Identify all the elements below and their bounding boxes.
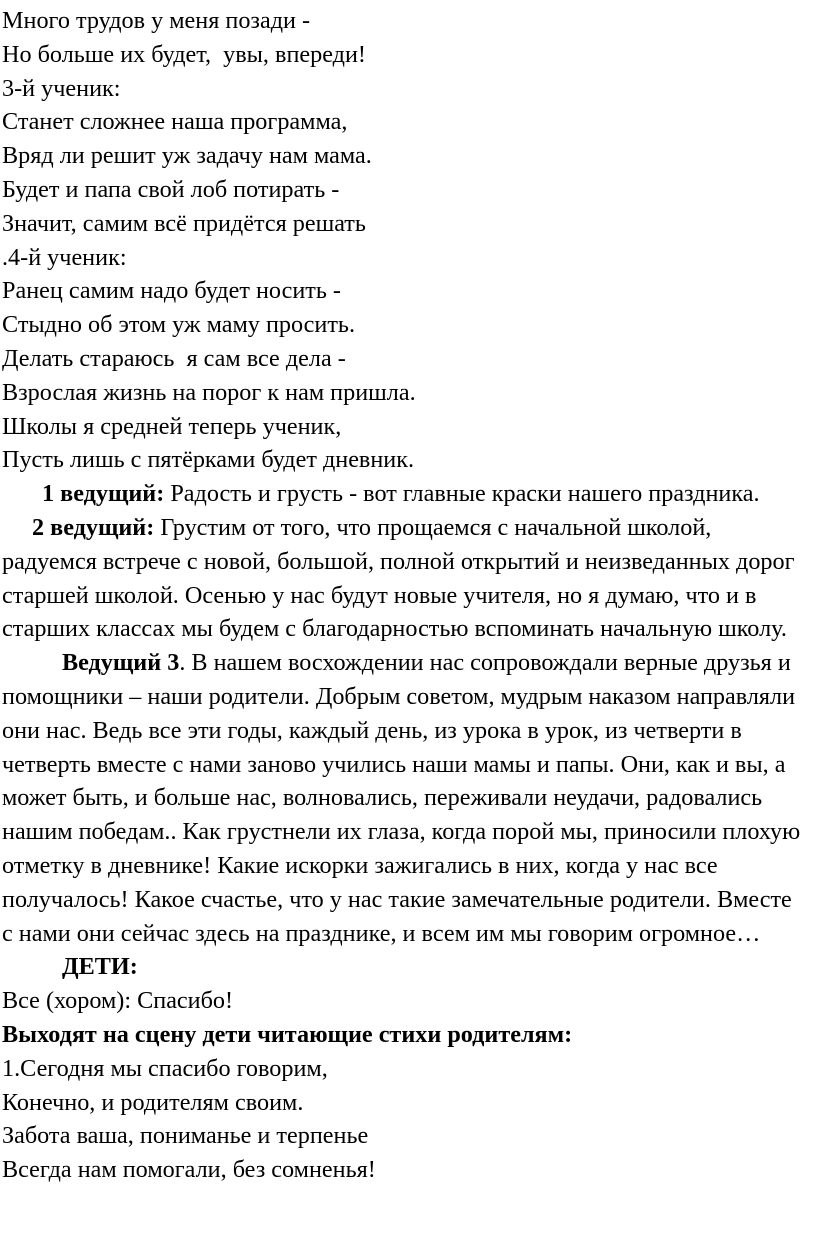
- poem-line: Значит, самим всё придётся решать: [2, 209, 366, 237]
- poem-line: Конечно, и родителям своим.: [2, 1088, 304, 1116]
- poem-line: Ранец самим надо будет носить -: [2, 277, 341, 305]
- poem-line: Вряд ли решит уж задачу нам мама.: [2, 142, 372, 170]
- host1-paragraph: [2, 477, 806, 511]
- host1-text: Радость и грусть - вот главные краски нашего праздника.: [164, 480, 760, 508]
- children-heading: ДЕТИ:: [62, 953, 138, 981]
- host2-label: 2 ведущий:: [32, 513, 155, 541]
- poem-line: Станет сложнее наша программа,: [2, 108, 348, 136]
- poem-top: [2, 4, 806, 477]
- chorus-line: Все (хором): Спасибо!: [2, 987, 234, 1015]
- poem-line: Делать стараюсь я сам все дела -: [2, 344, 346, 372]
- poem-line: Взрослая жизнь на порог к нам пришла.: [2, 378, 416, 406]
- poem-line: Всегда нам помогали, без сомненья!: [2, 1156, 376, 1184]
- host2-paragraph: [2, 511, 806, 646]
- poem-line: Будет и папа свой лоб потирать -: [2, 175, 340, 203]
- stage-direction: Выходят на сцену дети читающие стихи родителям:: [2, 1020, 573, 1048]
- host3-text: . В нашем восхождении нас сопровождали верные друзья и помощники – наши родители. Добрым советом, мудрым наказом направляли они нас. Ведь все эти годы, каждый день, из урока в урок, из четверти в четверть вместе с нами заново учились наши мамы и папы. Они, как и вы, а может быть, и больше нас, волновались, переживали неудачи, радовались нашим победам.. Как грустнели их глаза, когда порой мы, приносили плохую отметку в дневнике! Какие искорки зажигались в них, когда у нас все получалось! Какое счастье, что у нас такие замечательные родители. Вместе с нами они сейчас здесь на празднике, и всем им мы говорим огромное…: [2, 649, 801, 947]
- host2-text: Грустим от того, что прощаемся с начальной школой, радуемся встрече с новой, большой, полной открытий и неизведанных дорог старшей школой. Осенью у нас будут новые учителя, но я думаю, что и в старших классах мы будем с благодарностью вспоминать начальную школу.: [2, 513, 795, 643]
- speaker-label: 3-й ученик:: [2, 74, 121, 102]
- poem-line: Но больше их будет, увы, впереди!: [2, 40, 366, 68]
- poem-bottom: [2, 1052, 806, 1187]
- poem-line: Школы я средней теперь ученик,: [2, 412, 342, 440]
- poem-line: Пусть лишь с пятёрками будет дневник.: [2, 446, 415, 474]
- poem-line: 1.Сегодня мы спасибо говорим,: [2, 1054, 328, 1082]
- poem-line: Забота ваша, пониманье и терпенье: [2, 1122, 369, 1150]
- poem-line: Много трудов у меня позади -: [2, 7, 311, 34]
- host3-label: Ведущий 3: [62, 649, 180, 677]
- host1-label: 1 ведущий:: [42, 480, 165, 508]
- host3-paragraph: [2, 646, 806, 950]
- poem-line: Стыдно об этом уж маму просить.: [2, 311, 356, 339]
- speaker-label: .4-й ученик:: [2, 243, 127, 271]
